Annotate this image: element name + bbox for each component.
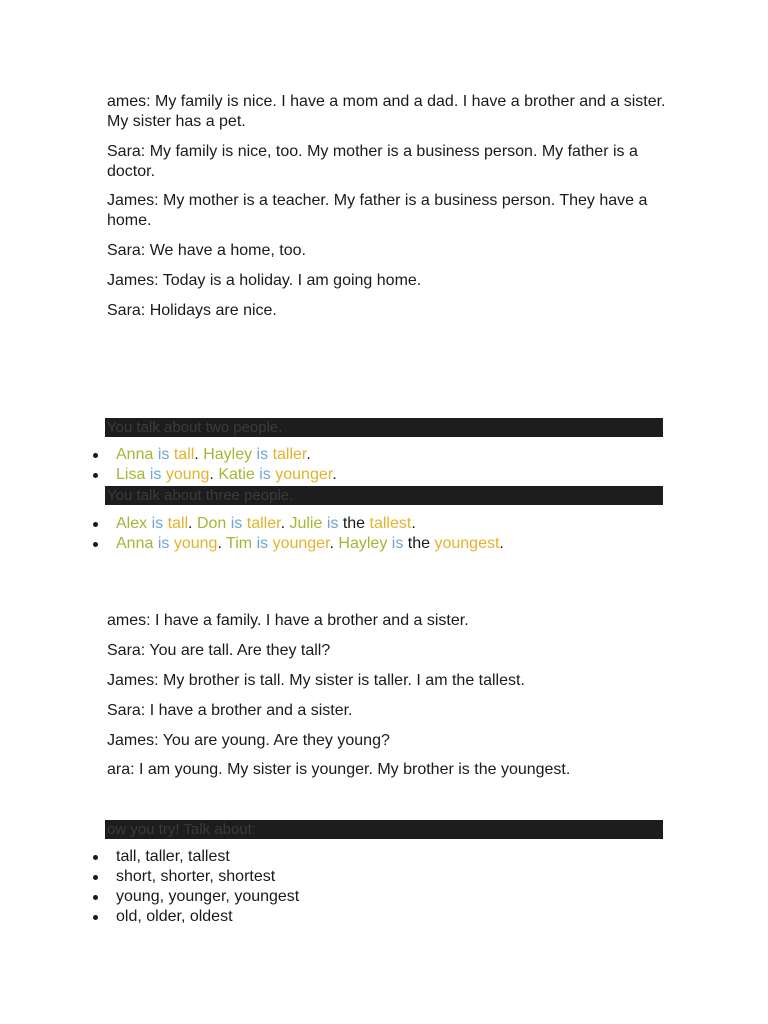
dialogue2-line: ara: I am young. My sister is younger. My brother is the youngest. (107, 761, 571, 778)
try-list (90, 847, 299, 927)
dialogue2-line: Sara: I have a brother and a sister. (107, 702, 353, 719)
dialogue1-line: Sara: My family is nice, too. My mother is a business person. My father is a doctor. (107, 143, 638, 180)
section-heading-try: ow you try! Talk about: (105, 820, 663, 839)
dialogue1-line: ames: My family is nice. I have a mom and a dad. I have a brother and a sister. My sister has a pet. (107, 93, 666, 130)
section-heading-two-people: You talk about two people. (105, 418, 663, 437)
dialogue1-line: James: Today is a holiday. I am going home. (107, 272, 422, 289)
examples-two-people (90, 445, 337, 485)
examples-three-people (90, 514, 504, 554)
dialogue1-line: James: My mother is a teacher. My father is a business person. They have a home. (107, 192, 648, 229)
list-item: Anna is young. Tim is younger. Hayley is the youngest. (90, 534, 504, 554)
list-item: Lisa is young. Katie is younger. (90, 465, 337, 485)
dialogue2-line: Sara: You are tall. Are they tall? (107, 642, 331, 659)
dialogue1-line: Sara: We have a home, too. (107, 242, 306, 259)
dialogue2-line: James: My brother is tall. My sister is taller. I am the tallest. (107, 672, 525, 689)
dialogue1-line: Sara: Holidays are nice. (107, 302, 277, 319)
list-item: Anna is tall. Hayley is taller. (90, 445, 337, 465)
dialogue2-line: James: You are young. Are they young? (107, 732, 390, 749)
list-item: old, older, oldest (90, 907, 299, 927)
list-item: young, younger, youngest (90, 887, 299, 907)
list-item: Alex is tall. Don is taller. Julie is the tallest. (90, 514, 504, 534)
dialogue2-line: ames: I have a family. I have a brother and a sister. (107, 612, 469, 629)
section-heading-three-people: You talk about three people. (105, 486, 663, 505)
list-item: short, shorter, shortest (90, 867, 299, 887)
list-item: tall, taller, tallest (90, 847, 299, 867)
